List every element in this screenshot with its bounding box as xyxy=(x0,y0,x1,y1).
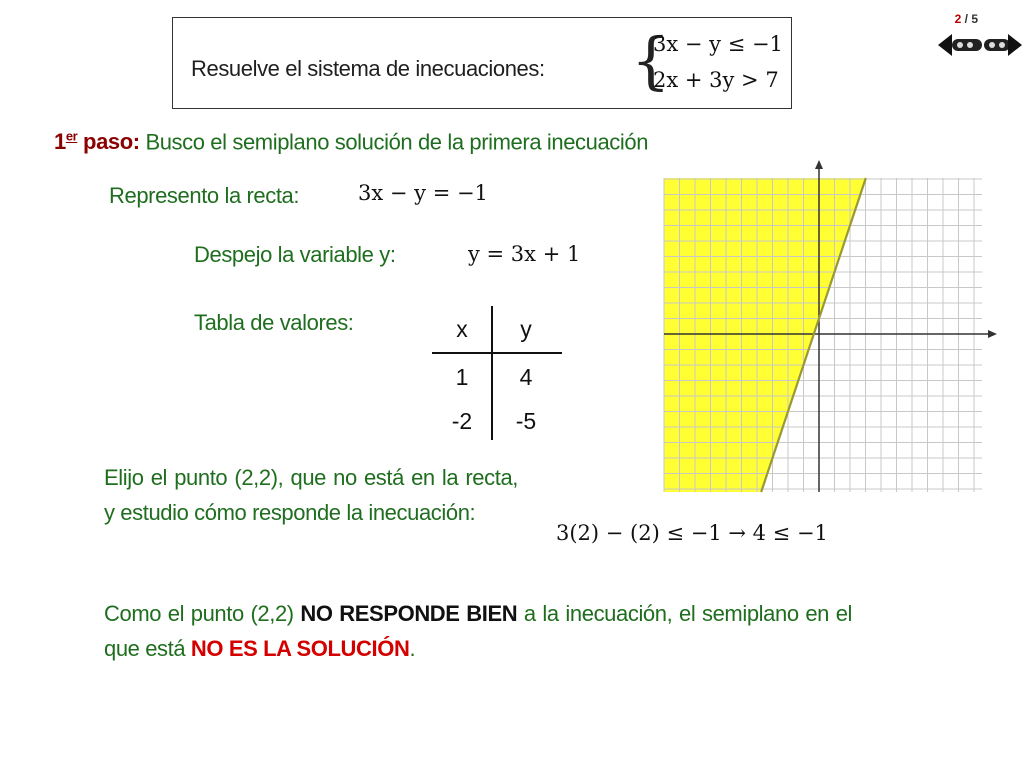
test-point-text: Elijo el punto (2,2), que no está en la recta, y estudio cómo responde la inecuación: xyxy=(104,465,518,525)
inequality-1: 3x − y ≤ −1 xyxy=(653,32,783,56)
step-description: Busco el semiplano solución de la primera inecuación xyxy=(145,129,649,155)
step-label-text: paso: xyxy=(77,129,140,155)
table-label: Tabla de valores: xyxy=(194,310,354,335)
conclusion-part-3: . xyxy=(409,636,416,661)
inequality-2: 2x + 3y > 7 xyxy=(653,68,779,92)
current-page: 2 xyxy=(954,12,962,26)
values-table xyxy=(432,306,562,440)
previous-slide-button[interactable] xyxy=(936,30,984,60)
conclusion-part-2: a la inecuación, el semiplano en el que está xyxy=(104,601,853,661)
inequality-graph xyxy=(652,158,998,498)
conclusion-emphasis-2: NO ES LA SOLUCIÓN xyxy=(190,636,410,661)
represent-label: Represento la recta: xyxy=(109,183,300,208)
page-counter xyxy=(955,12,978,26)
table-divider-horizontal xyxy=(432,352,562,354)
problem-box xyxy=(172,17,792,109)
conclusion-emphasis-1: NO RESPONDE BIEN xyxy=(300,601,518,626)
next-slide-button[interactable] xyxy=(984,30,1024,60)
table-cell: -2 xyxy=(451,408,473,434)
line-equation: 3x − y = −1 xyxy=(358,181,488,205)
problem-prompt: Resuelve el sistema de inecuaciones: xyxy=(191,56,545,81)
page-separator: / xyxy=(961,12,972,26)
next-arrow-icon xyxy=(984,30,1024,60)
y-axis-arrow xyxy=(815,160,823,169)
solved-equation: y = 3x + 1 xyxy=(468,242,581,266)
step-number: 1 xyxy=(54,129,66,155)
despejo-label: Despejo la variable y: xyxy=(194,242,396,267)
step-superscript: er xyxy=(65,129,78,144)
table-header-x: x xyxy=(456,316,468,342)
table-cell: 1 xyxy=(455,364,469,390)
table-cell: -5 xyxy=(515,408,537,434)
table-divider-vertical xyxy=(491,306,493,440)
test-point-equation: 3(2) − (2) ≤ −1 → 4 ≤ −1 xyxy=(556,521,828,545)
step-label xyxy=(54,129,140,154)
previous-arrow-icon xyxy=(936,30,984,60)
total-pages: 5 xyxy=(971,12,978,26)
system-brace: { xyxy=(631,24,671,97)
conclusion-text xyxy=(104,596,852,666)
table-cell: 4 xyxy=(519,364,533,390)
table-header-y: y xyxy=(520,316,532,342)
x-axis-arrow xyxy=(988,330,997,338)
conclusion-part-1: Como el punto (2,2) xyxy=(104,601,301,626)
step-heading xyxy=(54,129,648,155)
